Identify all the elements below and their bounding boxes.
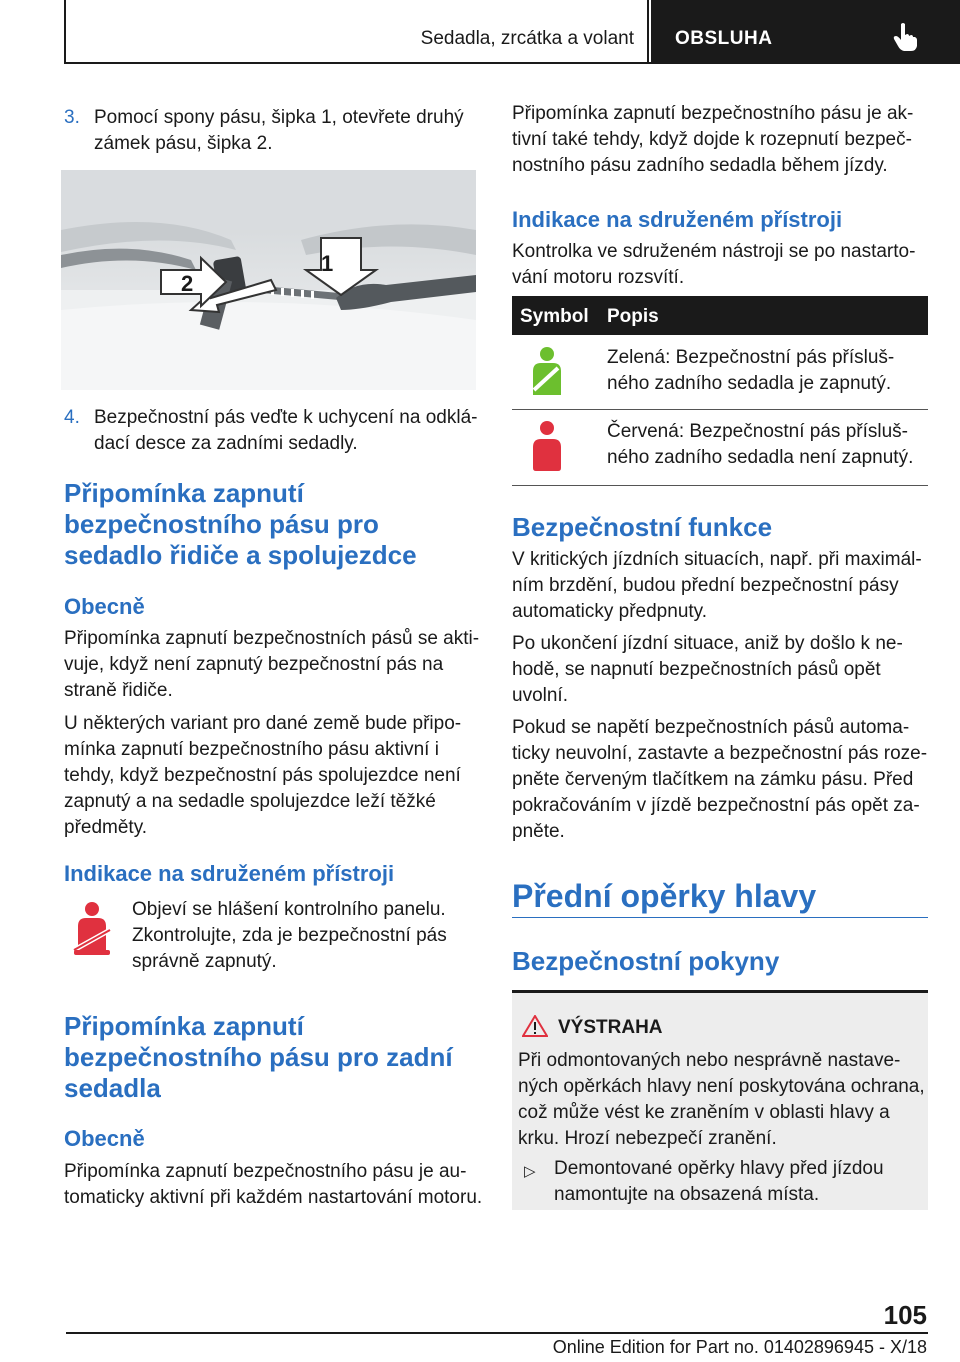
step-3-number: 3.	[64, 107, 80, 128]
table-row-2-description: Červená: Bezpečnostní pás přísluš- ného zadního sedadla není zapnutý.	[607, 421, 914, 468]
seatbelt-unfastened-red-icon	[528, 420, 566, 477]
paragraph-country-variants: U některých variant pro dané země bude připo- mínka zapnutí bezpečnostního pásu aktivní i tehdy, když bezpečnostní pás spolujezdce není zapnutý a na sedadle spolujezdce leží těžké předměty.	[64, 713, 462, 838]
table-row-1-description: Zelená: Bezpečnostní pás přísluš- ného zadního sedadla je zapnutý.	[607, 347, 895, 394]
heading-underline	[512, 917, 928, 918]
paragraph-general-1: Připomínka zapnutí bezpečnostních pásů se akti- vuje, když není zapnutý bezpečnostní pás na straně řidiče.	[64, 628, 480, 701]
paragraph-general-2: Připomínka zapnutí bezpečnostního pásu je au- tomaticky aktivní při každém nastartování motoru.	[64, 1161, 483, 1208]
figure-callout-2: 2	[181, 271, 194, 296]
page-number: 105	[883, 1300, 927, 1330]
pointing-hand-icon	[893, 22, 919, 57]
paragraph-instrument-display-2: Kontrolka ve sdruženém nástroji se po nastarto- vání motoru rozsvítí.	[512, 241, 916, 288]
table-header-description: Popis	[607, 306, 659, 327]
header-section-title: Sedadla, zrcátka a volant	[420, 28, 634, 49]
paragraph-instrument-display-1: Objeví se hlášení kontrolního panelu. Zkontrolujte, zda je bezpečnostní pás správně zapnutý.	[132, 899, 447, 972]
seatbelt-fastened-green-icon	[528, 346, 566, 403]
heading-instrument-display-1: Indikace na sdruženém přístroji	[64, 861, 395, 886]
warning-triangle-icon	[522, 1015, 548, 1042]
seatbelt-warning-red-icon	[72, 900, 112, 963]
warning-text: Při odmontovaných nebo nesprávně nastave- ných opěrkách hlavy není poskytována ochrana, což může vést ke zraněním v oblasti hlavy a krku. Hrozí nebezpečí zranění.	[518, 1050, 925, 1149]
chapter-tab[interactable]	[651, 0, 960, 64]
header-rule-divider	[647, 0, 649, 64]
footer-rule	[66, 1332, 928, 1334]
table-row-divider	[512, 409, 928, 410]
symbol-table-header	[512, 296, 928, 335]
seatbelt-buckle-figure	[61, 170, 476, 390]
heading-safety-notes: Bezpečnostní pokyny	[512, 946, 780, 976]
heading-front-headrests: Přední opěrky hlavy	[512, 878, 817, 914]
figure-callout-1: 1	[321, 251, 334, 276]
heading-driver-seatbelt-reminder: Připomínka zapnutí bezpečnostního pásu pro sedadlo řidiče a spolujezdce	[64, 478, 417, 570]
paragraph-safety-2: Po ukončení jízdní situace, aniž by došlo k ne- hodě, se napnutí bezpečnostních pásů opět uvolní.	[512, 633, 903, 706]
header-rule-left	[64, 0, 66, 64]
step-4-text: Bezpečnostní pás veďte k uchycení na odklá- dací desce za zadními sedadly.	[94, 407, 478, 454]
heading-instrument-display-2: Indikace na sdruženém přístroji	[512, 207, 843, 232]
warning-bullet-marker: ▷	[524, 1163, 536, 1180]
table-bottom-rule	[512, 485, 928, 486]
step-4-number: 4.	[64, 407, 80, 428]
warning-title: VÝSTRAHA	[558, 1017, 663, 1038]
step-3-text: Pomocí spony pásu, šipka 1, otevřete druhý zámek pásu, šipka 2.	[94, 107, 464, 154]
chapter-title: OBSLUHA	[675, 28, 773, 49]
heading-rear-seatbelt-reminder: Připomínka zapnutí bezpečnostního pásu pro zadní sedadla	[64, 1011, 453, 1103]
heading-safety-function: Bezpečnostní funkce	[512, 512, 773, 542]
warning-bullet-text: Demontované opěrky hlavy před jízdou namontujte na obsazená místa.	[554, 1158, 884, 1205]
footer-edition: Online Edition for Part no. 01402896945 - X/18	[552, 1337, 927, 1357]
table-header-symbol: Symbol	[520, 306, 589, 327]
paragraph-rear-reminder-continued: Připomínka zapnutí bezpečnostního pásu je ak- tivní také tehdy, když dojde k rozepnutí bezpeč- nostního pásu zadního sedadla během jízdy.	[512, 103, 914, 176]
paragraph-safety-3: Pokud se napětí bezpečnostních pásů automa- ticky neuvolní, zastavte a bezpečnostní pás roze- pněte červeným tlačítkem na zámku pásu. Před pokračováním v jízdě bezpečnostní pás opět za- pněte.	[512, 717, 928, 842]
paragraph-safety-1: V kritických jízdních situacích, např. při maximál- ním brzdění, budou přední bezpečnostní pásy automaticky předpnuty.	[512, 549, 922, 622]
warning-box	[512, 990, 928, 1210]
header-rule-bottom	[64, 62, 651, 64]
seatbelt-buckle-illustration	[61, 170, 476, 390]
heading-general-1: Obecně	[64, 594, 145, 619]
heading-general-2: Obecně	[64, 1126, 145, 1151]
